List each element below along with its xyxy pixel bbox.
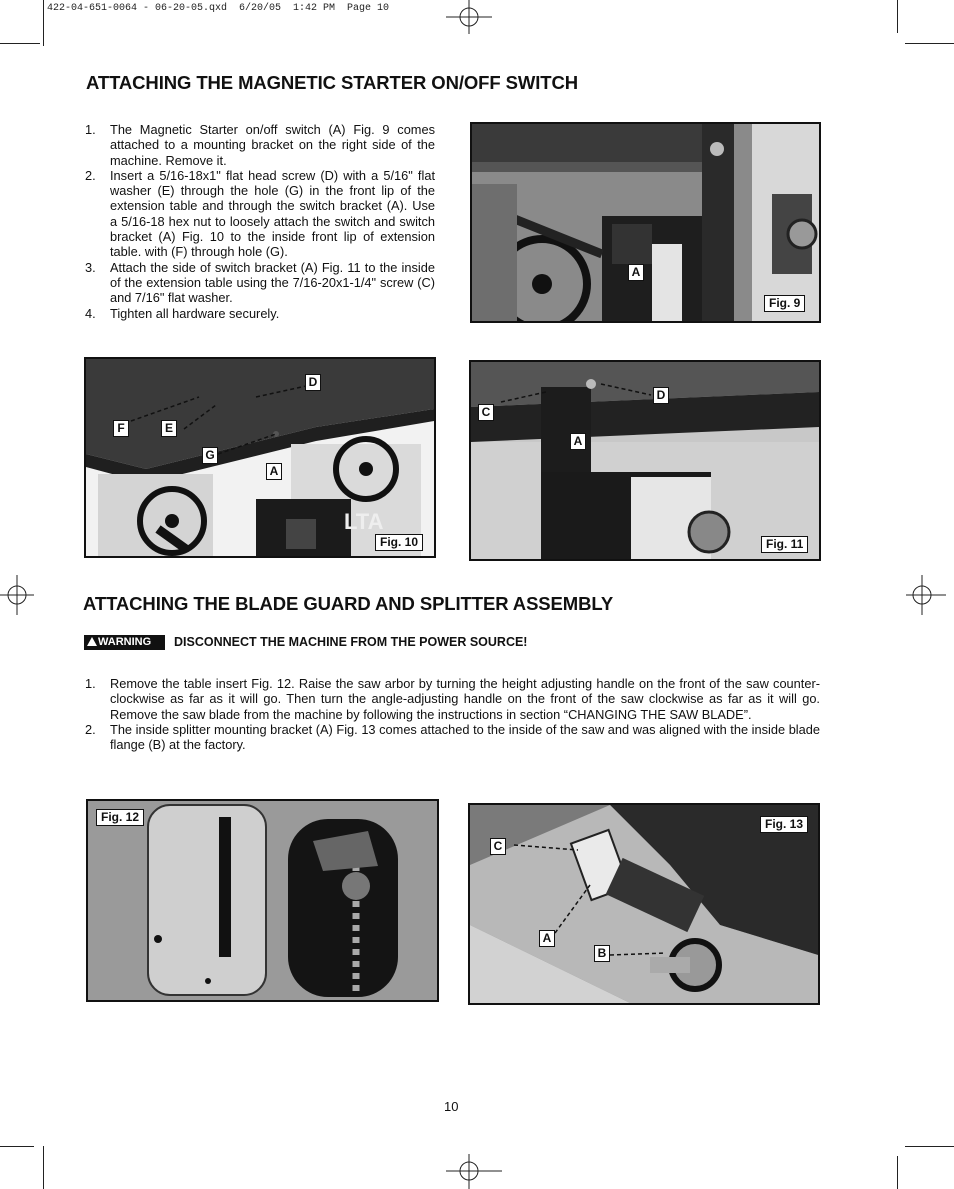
- callout-a: A: [266, 463, 282, 480]
- section-title-blade-guard: ATTACHING THE BLADE GUARD AND SPLITTER ASSEMBLY: [83, 593, 614, 614]
- callout-e: E: [161, 420, 177, 437]
- figure-13: [468, 803, 820, 1005]
- list-item: 4. Tighten all hardware securely.: [85, 305, 280, 321]
- section-title-magnetic-starter: ATTACHING THE MAGNETIC STARTER ON/OFF SWITCH: [86, 72, 578, 93]
- figure-label: Fig. 13: [760, 816, 808, 833]
- figure-label: Fig. 12: [96, 809, 144, 826]
- list-item: 1. Remove the table insert Fig. 12. Raise the saw arbor by turning the height adjusting handle on the front of the saw counter-clockwise as far as it will go. Then turn the angle-adjusting handle on the front of the saw clockwise as far as it will go. Remove the saw blade from the machine by following the instructions in section “CHANGING THE SAW BLADE”.: [85, 676, 820, 722]
- callout-c: C: [490, 838, 506, 855]
- figure-label: Fig. 9: [764, 295, 805, 312]
- magnetic-starter-steps: [85, 122, 435, 321]
- callout-d: D: [653, 387, 669, 404]
- printer-slug: 422-04-651-0064 - 06-20-05.qxd 6/20/05 1:42 PM Page 10: [47, 3, 390, 14]
- warning-text: DISCONNECT THE MACHINE FROM THE POWER SOURCE!: [174, 635, 528, 649]
- callout-f: F: [113, 420, 129, 437]
- callout-a: A: [570, 433, 586, 450]
- blade-guard-steps: [85, 676, 820, 752]
- list-item: 3. Attach the side of switch bracket (A) Fig. 11 to the inside of the extension table using the 7/16-20x1-1/4" screw (C) and 7/16" flat washer.: [85, 259, 435, 306]
- list-item: 2. Insert a 5/16-18x1" flat head screw (D) with a 5/16" flat washer (E) through the hole (G) in the front lip of the extension table and through the switch bracket (A). Use a 5/16-18 hex nut to loosely attach the switch and switch bracket (A) Fig. 10 to the inside front lip of extension table. with (F) through hole (G).: [85, 167, 435, 260]
- figure-11: [469, 360, 821, 561]
- callout-d: D: [305, 374, 321, 391]
- callout-g: G: [202, 447, 218, 464]
- callout-a: A: [539, 930, 555, 947]
- figure-9: [470, 122, 821, 323]
- figure-label: Fig. 10: [375, 534, 423, 551]
- brand-logo-text: LTA: [344, 509, 384, 534]
- figure-label: Fig. 11: [761, 536, 808, 553]
- figure-10: [84, 357, 436, 558]
- callout-c: C: [478, 404, 494, 421]
- warning-badge: WARNING: [84, 635, 165, 650]
- page-number: 10: [444, 1099, 459, 1114]
- callout-a: A: [628, 264, 644, 281]
- list-item: 2. The inside splitter mounting bracket (A) Fig. 13 comes attached to the inside of the saw and was aligned with the inside blade flange (B) at the factory.: [85, 721, 820, 753]
- list-item: 1. The Magnetic Starter on/off switch (A) Fig. 9 comes attached to a mounting bracket on the right side of the machine. Remove it.: [85, 122, 435, 168]
- warning-icon: [87, 637, 97, 646]
- callout-b: B: [594, 945, 610, 962]
- figure-12: [86, 799, 439, 1002]
